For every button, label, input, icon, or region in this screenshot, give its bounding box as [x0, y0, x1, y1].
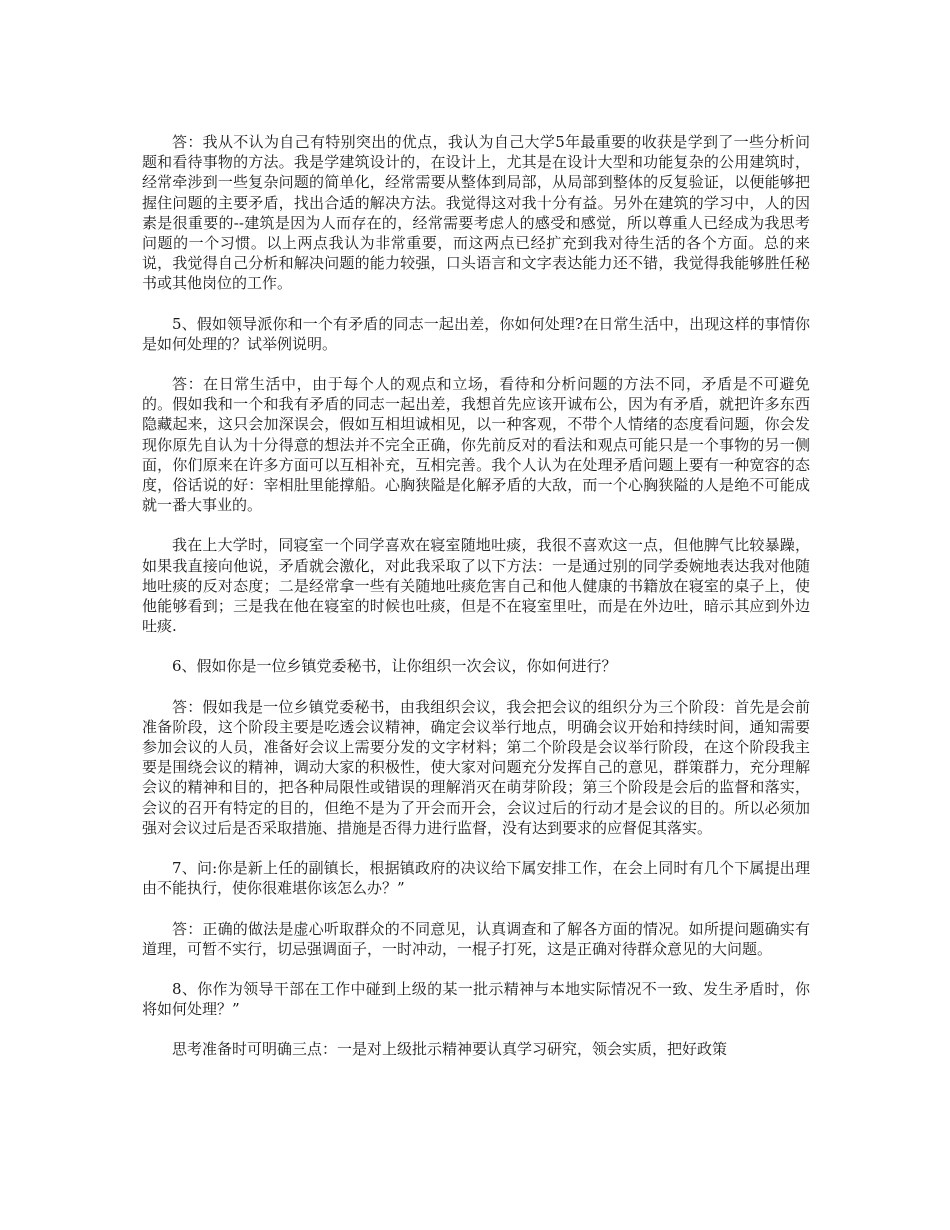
- paragraph-question-5: 5、假如领导派你和一个有矛盾的同志一起出差，你如何处理?在日常生活中，出现这样的事情你是如何处理的？试举例说明。: [142, 314, 810, 353]
- paragraph-answer-5: 答：在日常生活中，由于每个人的观点和立场，看待和分析问题的方法不同，矛盾是不可避免的。假如我和一个和我有矛盾的同志一起出差，我想首先应该开诚布公，因为有矛盾，就把许多东西隐藏起来，这只会加深误会，假如互相坦诚相见，以一种客观，不带个人情绪的态度看问题，你会发现你原先自认为十分得意的想法并不完全正确，你先前反对的看法和观点可能只是一个事物的另一侧面，你们原来在许多方面可以互相补充，互相完善。我个人认为在处理矛盾问题上要有一种宽容的态度，俗话说的好：宰相肚里能撑船。心胸狭隘是化解矛盾的大敌，而一个心胸狭隘的人是绝不可能成就一番大事业的。: [142, 375, 810, 515]
- paragraph-question-6: 6、假如你是一位乡镇党委秘书，让你组织一次会议，你如何进行？: [172, 657, 617, 676]
- paragraph-answer-7: 答：正确的做法是虚心听取群众的不同意见，认真调查和了解各方面的情况。如所提问题确实有道理，可暂不实行，切忌强调面子，一时冲动，一棍子打死，这是正确对待群众意见的大问题。: [142, 919, 810, 958]
- paragraph-answer-8: 思考准备时可明确三点：一是对上级批示精神要认真学习研究，领会实质，把好政策: [172, 1040, 728, 1059]
- paragraph-example-5: 我在上大学时，同寝室一个同学喜欢在寝室随地吐痰，我很不喜欢这一点，但他脾气比较暴躁，如果我直接向他说，矛盾就会激化，对此我采取了以下方法：一是通过别的同学委婉地表达我对他随地吐痰的反对态度；二是经常拿一些有关随地吐痰危害自己和他人健康的书籍放在寝室的桌子上，使他能够看到；三是我在他在寝室的时候也吐痰，但是不在寝室里吐，而是在外边吐，暗示其应到外边吐痰.: [142, 536, 810, 636]
- paragraph-answer-6: 答：假如我是一位乡镇党委秘书，由我组织会议，我会把会议的组织分为三个阶段：首先是会前准备阶段，这个阶段主要是吃透会议精神，确定会议举行地点，明确会议开始和持续时间，通知需要参加会议的人员，准备好会议上需要分发的文字材料；第二个阶段是会议举行阶段，在这个阶段我主要是围绕会议的精神，调动大家的积极性，使大家对问题充分发挥自己的意见，群策群力，充分理解会议的精神和目的，把各种局限性或错误的理解消灭在萌芽阶段；第三个阶段是会后的监督和落实，会议的召开有特定的目的，但绝不是为了开会而开会，会议过后的行动才是会议的目的。所以必须加强对会议过后是否采取措施、措施是否得力进行监督，没有达到要求的应督促其落实。: [142, 697, 810, 837]
- document-body: [142, 132, 810, 1080]
- paragraph-answer-4: 答：我从不认为自己有特别突出的优点，我认为自己大学5年最重要的收获是学到了一些分析问题和看待事物的方法。我是学建筑设计的，在设计上，尤其是在设计大型和功能复杂的公用建筑时，经常牵涉到一些复杂问题的简单化，经常需要从整体到局部，从局部到整体的反复验证，以便能够把握住问题的主要矛盾，找出合适的解决方法。我觉得这对我十分有益。另外在建筑的学习中，人的因素是很重要的--建筑是因为人而存在的，经常需要考虑人的感受和感觉，所以尊重人已经成为我思考问题的一个习惯。以上两点我认为非常重要，而这两点已经扩充到我对待生活的各个方面。总的来说，我觉得自己分析和解决问题的能力较强，口头语言和文字表达能力还不错，我觉得我能够胜任秘书或其他岗位的工作。: [142, 133, 810, 293]
- paragraph-question-7: 7、问:你是新上任的副镇长，根据镇政府的决议给下属安排工作，在会上同时有几个下属提出理由不能执行，使你很难堪你该怎么办？”: [142, 859, 810, 898]
- paragraph-question-8: 8、你作为领导干部在工作中碰到上级的某一批示精神与本地实际情况不一致、发生矛盾时，你将如何处理？”: [142, 979, 810, 1019]
